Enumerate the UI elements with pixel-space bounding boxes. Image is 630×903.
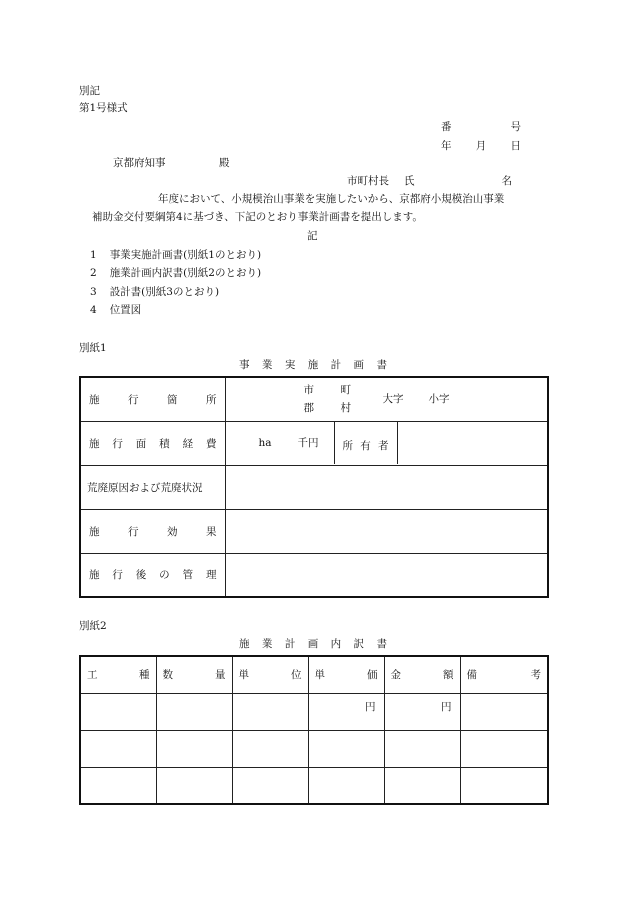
list-text: 事業実施計画書(別紙1のとおり): [109, 249, 262, 261]
header-char: 行: [128, 525, 139, 538]
number-field: [441, 122, 521, 133]
table-cell: [460, 730, 548, 767]
title-char: 実: [284, 359, 296, 371]
column-header: [232, 656, 308, 693]
header-char: 後: [135, 569, 147, 582]
attachment2-title: [239, 639, 387, 650]
owner-char: 所: [342, 440, 353, 452]
header-char: 備: [466, 669, 477, 682]
table-cell: [308, 730, 384, 767]
table-cell: [156, 693, 232, 730]
table-row: [80, 421, 548, 465]
header-char: 工: [87, 669, 98, 682]
header-char: 行: [128, 393, 139, 406]
header-char: 施: [89, 525, 100, 538]
header-char: 数: [162, 669, 173, 682]
title-char: 書: [376, 638, 387, 650]
header-char: 積: [159, 437, 170, 450]
value-cell: [225, 553, 548, 597]
list-text: 設計書(別紙3のとおり): [109, 286, 220, 298]
header-char: 金: [390, 669, 401, 682]
row-header: [80, 377, 225, 421]
list-number: 4: [90, 304, 97, 316]
table-cell: [460, 693, 548, 730]
table-row: [80, 693, 548, 730]
area-cost-subcell: [226, 422, 335, 464]
title-char: 業: [261, 638, 273, 650]
owner-char: 者: [378, 440, 389, 452]
number-char: 番: [441, 121, 452, 133]
header-char: 考: [530, 669, 541, 682]
title-char: 計: [330, 359, 342, 371]
header-char: 行: [112, 437, 123, 450]
name-char: 氏: [404, 175, 415, 187]
header-char: 管: [182, 569, 194, 582]
table-cell: [156, 767, 232, 804]
district-char: 郡: [303, 402, 314, 415]
month-char: 月: [475, 140, 487, 152]
row-header: [80, 553, 225, 597]
table-cell: [232, 767, 308, 804]
table-row: [80, 730, 548, 767]
title-char: 業: [261, 359, 273, 371]
owner-char: 有: [360, 440, 371, 452]
location-cell: [225, 377, 548, 421]
annex-label: 別記: [79, 85, 100, 97]
form-number: 第1号様式: [79, 102, 128, 114]
title-char: 訳: [353, 638, 365, 650]
area-unit: ha: [258, 437, 272, 449]
name-char: 名: [501, 175, 512, 187]
sender-name: [404, 176, 512, 187]
table-cell: [156, 730, 232, 767]
table-row: [80, 509, 548, 553]
attachment2-label: 別紙2: [79, 620, 107, 632]
title-char: 内: [330, 638, 342, 650]
date-field: [441, 141, 521, 152]
owner-label-subcell: [335, 422, 398, 464]
year-char: 年: [441, 140, 452, 152]
header-char: 施: [89, 437, 100, 450]
koaza-label: 小字: [428, 393, 450, 406]
table-cell: [80, 767, 156, 804]
column-header: [308, 656, 384, 693]
table-cell: [80, 730, 156, 767]
header-char: 価: [367, 669, 378, 682]
number-char: 号: [510, 121, 521, 133]
title-char: 書: [376, 359, 387, 371]
header-char: 量: [215, 669, 226, 682]
title-char: 施: [239, 638, 250, 650]
table-cell: [308, 693, 384, 730]
header-char: の: [159, 569, 170, 582]
header-char: 箇: [167, 393, 178, 406]
list-number: 2: [90, 267, 97, 279]
row-header: [80, 465, 225, 509]
header-char: 単: [238, 669, 249, 682]
title-char: 画: [353, 359, 365, 371]
value-cell: [225, 509, 548, 553]
list-text: 施業計画内訳書(別紙2のとおり): [109, 267, 262, 279]
row-header: [80, 421, 225, 465]
list-item: [90, 305, 141, 316]
honorific: 殿: [219, 157, 230, 169]
value-cell: [225, 465, 548, 509]
header-char: 理: [205, 569, 217, 582]
table-header-row: [80, 656, 548, 693]
table-row: [80, 465, 548, 509]
title-char: 計: [284, 638, 296, 650]
title-char: 施: [307, 359, 319, 371]
header-text: 荒廃原因および荒廃状況: [87, 481, 203, 494]
village-char: 村: [340, 402, 351, 415]
list-item: [90, 287, 219, 298]
body-line-1: 年度において、小規模治山事業を実施したいから、京都府小規模治山事業: [158, 193, 505, 205]
header-char: 経: [182, 437, 194, 450]
header-char: 行: [112, 569, 123, 582]
list-text: 位置図: [109, 304, 142, 316]
list-number: 1: [90, 249, 97, 261]
header-char: 位: [291, 669, 302, 682]
addressee: 京都府知事: [113, 157, 166, 169]
project-plan-table: [79, 376, 549, 598]
header-char: 費: [205, 437, 217, 450]
table-cell: [80, 693, 156, 730]
table-cell: [384, 693, 460, 730]
title-char: 事: [239, 359, 250, 371]
breakdown-table: [79, 655, 549, 805]
header-char: 面: [135, 437, 147, 450]
header-char: 施: [89, 393, 100, 406]
column-header: [384, 656, 460, 693]
header-char: 効: [167, 525, 178, 538]
table-row: [80, 767, 548, 804]
column-header: [460, 656, 548, 693]
column-header: [80, 656, 156, 693]
table-row: [80, 377, 548, 421]
header-char: 額: [443, 669, 454, 682]
header-char: 所: [206, 393, 217, 406]
attachment1-title: [239, 360, 387, 371]
header-char: 単: [314, 669, 325, 682]
table-cell: [460, 767, 548, 804]
header-char: 果: [206, 525, 217, 538]
body-line-2: 補助金交付要綱第4に基づき、下記のとおり事業計画書を提出します。: [92, 211, 423, 223]
town-char: 町: [340, 384, 351, 397]
list-item: [90, 268, 261, 279]
table-cell: [232, 730, 308, 767]
list-number: 3: [90, 286, 97, 298]
area-cost-cell: [225, 421, 548, 465]
yen-unit: 円: [441, 700, 452, 713]
sender-title: 市町村長: [347, 175, 389, 187]
table-cell: [384, 767, 460, 804]
ki-mark: 記: [307, 230, 318, 242]
header-char: 施: [89, 569, 100, 582]
yen-unit: 円: [365, 700, 376, 713]
title-char: 画: [307, 638, 319, 650]
table-cell: [308, 767, 384, 804]
table-cell: [232, 693, 308, 730]
row-header: [80, 509, 225, 553]
oaza-label: 大字: [382, 393, 404, 406]
attachment1-label: 別紙1: [79, 342, 107, 354]
day-char: 日: [510, 140, 521, 152]
city-char: 市: [303, 384, 314, 397]
column-header: [156, 656, 232, 693]
table-row: [80, 553, 548, 597]
table-cell: [384, 730, 460, 767]
header-char: 種: [139, 669, 150, 682]
cost-unit: 千円: [297, 437, 319, 449]
list-item: [90, 250, 261, 261]
